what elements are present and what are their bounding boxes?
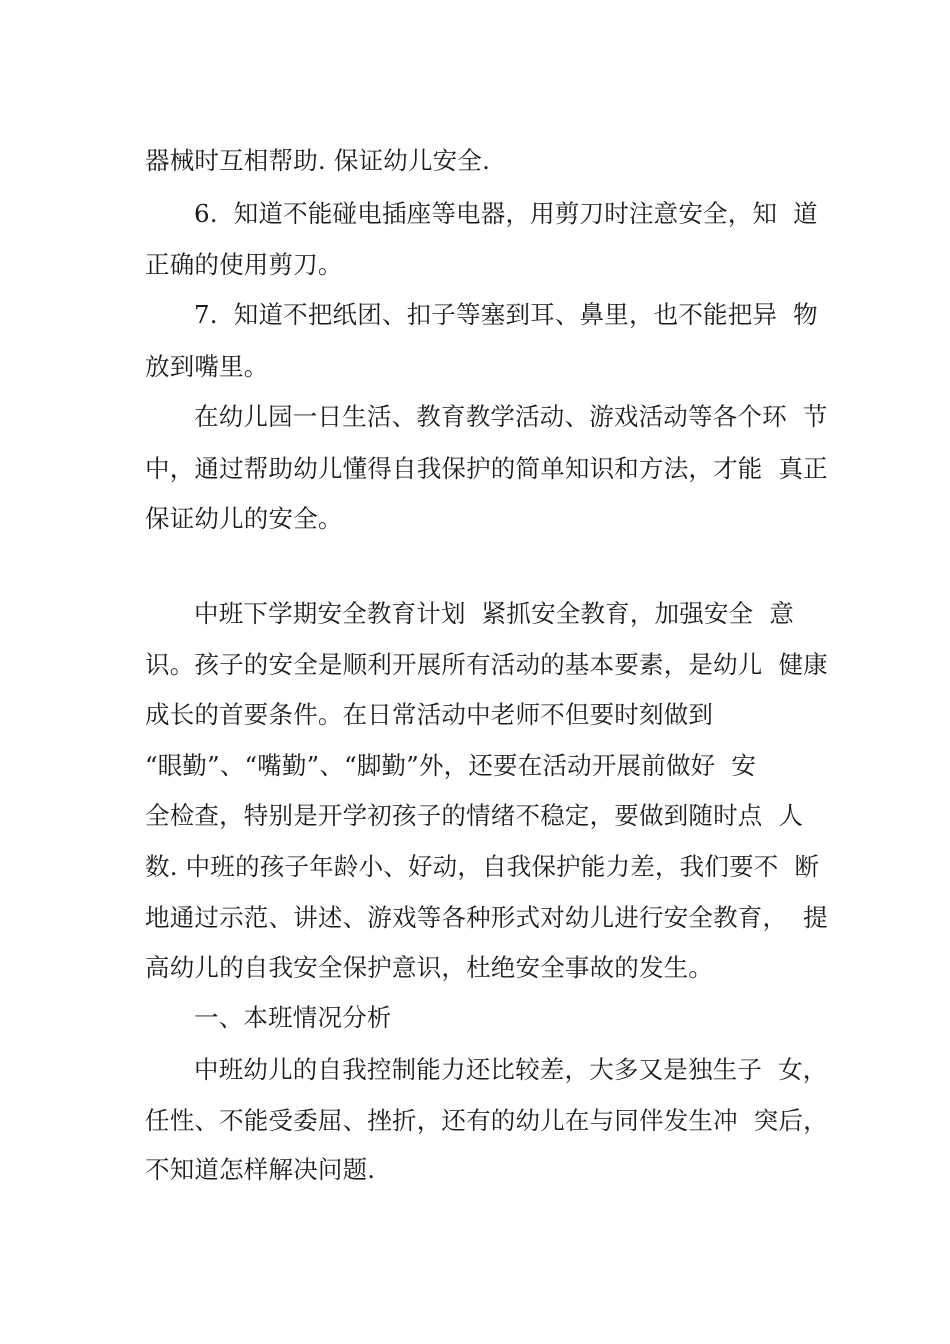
text-line: 器械时互相帮助. 保证幼儿安全. — [145, 146, 491, 175]
text-line: 识。孩子的安全是顺利开展所有活动的基本要素，是幼儿 健康 — [145, 650, 828, 679]
text-line: 6. 知道不能碰电插座等电器，用剪刀时注意安全，知 道 — [194, 199, 818, 228]
text-line: 7. 知道不把纸团、扣子等塞到耳、鼻里，也不能把异 物 — [194, 300, 818, 329]
text-line: 中班下学期安全教育计划 紧抓安全教育，加强安全 意 — [194, 599, 795, 628]
text-line: 放到嘴里。 — [145, 352, 269, 381]
text-line: 在幼儿园一日生活、教育教学活动、游戏活动等各个环 节 — [194, 402, 828, 431]
text-line: 成长的首要条件。在日常活动中老师不但要时刻做到 — [145, 700, 714, 729]
text-line: 保证幼儿的安全。 — [145, 504, 343, 533]
text-line: 任性、不能受委屈、挫折，还有的幼儿在与同伴发生冲 突后， — [145, 1106, 828, 1135]
text-line: 高幼儿的自我安全保护意识，杜绝安全事故的发生。 — [145, 953, 714, 982]
text-line: 数. 中班的孩子年龄小、好动，自我保护能力差，我们要不 断 — [145, 852, 820, 881]
text-line: 中，通过帮助幼儿懂得自我保护的简单知识和方法，才能 真正 — [145, 454, 828, 483]
text-line: 不知道怎样解决问题. — [145, 1155, 376, 1184]
section-heading: 一、本班情况分析 — [194, 1003, 392, 1032]
text-line: “眼勤”、“嘴勤”、“脚勤”外，还要在活动开展前做好 安 — [145, 751, 757, 780]
text-line: 地通过示范、讲述、游戏等各种形式对幼儿进行安全教育， 提 — [145, 903, 828, 932]
text-line: 中班幼儿的自我控制能力还比较差，大多又是独生子 女， — [194, 1055, 828, 1084]
text-line: 全检查，特别是开学初孩子的情绪不稳定，要做到随时点 人 — [145, 801, 804, 830]
text-line: 正确的使用剪刀。 — [145, 250, 343, 279]
